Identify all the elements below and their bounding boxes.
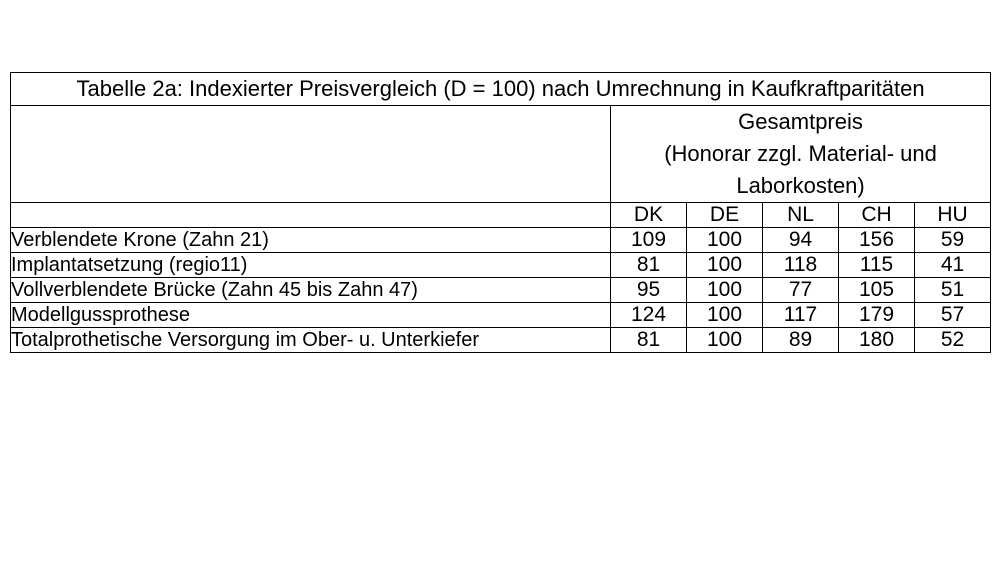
table-column-header-row <box>11 203 991 228</box>
row-label: Totalprothetische Versorgung im Ober- u. Unterkiefer <box>11 328 611 353</box>
row-label: Vollverblendete Brücke (Zahn 45 bis Zahn 47) <box>11 278 611 303</box>
cell-value: 118 <box>763 253 839 278</box>
cell-value: 77 <box>763 278 839 303</box>
cell-value: 59 <box>915 228 991 253</box>
table-row <box>11 328 991 353</box>
table-row <box>11 278 991 303</box>
cell-value: 100 <box>687 303 763 328</box>
empty-corner-cell <box>11 106 611 203</box>
cell-value: 180 <box>839 328 915 353</box>
cell-value: 95 <box>611 278 687 303</box>
table-title-row <box>11 73 991 106</box>
column-header-de: DE <box>687 203 763 228</box>
table-title: Tabelle 2a: Indexierter Preisvergleich (D = 100) nach Umrechnung in Kaufkraftparitäten <box>11 73 991 106</box>
cell-value: 100 <box>687 328 763 353</box>
column-header-ch: CH <box>839 203 915 228</box>
cell-value: 156 <box>839 228 915 253</box>
cell-value: 179 <box>839 303 915 328</box>
column-header-nl: NL <box>763 203 839 228</box>
row-label: Implantatsetzung (regio11) <box>11 253 611 278</box>
cell-value: 57 <box>915 303 991 328</box>
table-row <box>11 303 991 328</box>
cell-value: 109 <box>611 228 687 253</box>
group-header-gesamtpreis <box>611 106 991 203</box>
empty-header-cell <box>11 203 611 228</box>
cell-value: 94 <box>763 228 839 253</box>
price-comparison-table <box>10 72 991 353</box>
table-group-header-row <box>11 106 991 203</box>
cell-value: 115 <box>839 253 915 278</box>
column-header-hu: HU <box>915 203 991 228</box>
group-header-line-3: Laborkosten) <box>736 173 865 198</box>
row-label: Verblendete Krone (Zahn 21) <box>11 228 611 253</box>
group-header-line-1: Gesamtpreis <box>738 109 863 134</box>
cell-value: 117 <box>763 303 839 328</box>
price-comparison-table-container <box>10 72 990 353</box>
cell-value: 100 <box>687 253 763 278</box>
cell-value: 124 <box>611 303 687 328</box>
cell-value: 105 <box>839 278 915 303</box>
column-header-dk: DK <box>611 203 687 228</box>
cell-value: 41 <box>915 253 991 278</box>
table-row <box>11 253 991 278</box>
cell-value: 52 <box>915 328 991 353</box>
cell-value: 81 <box>611 328 687 353</box>
table-row <box>11 228 991 253</box>
cell-value: 51 <box>915 278 991 303</box>
cell-value: 100 <box>687 228 763 253</box>
cell-value: 89 <box>763 328 839 353</box>
cell-value: 81 <box>611 253 687 278</box>
row-label: Modellgussprothese <box>11 303 611 328</box>
group-header-line-2: (Honorar zzgl. Material- und <box>664 141 937 166</box>
cell-value: 100 <box>687 278 763 303</box>
